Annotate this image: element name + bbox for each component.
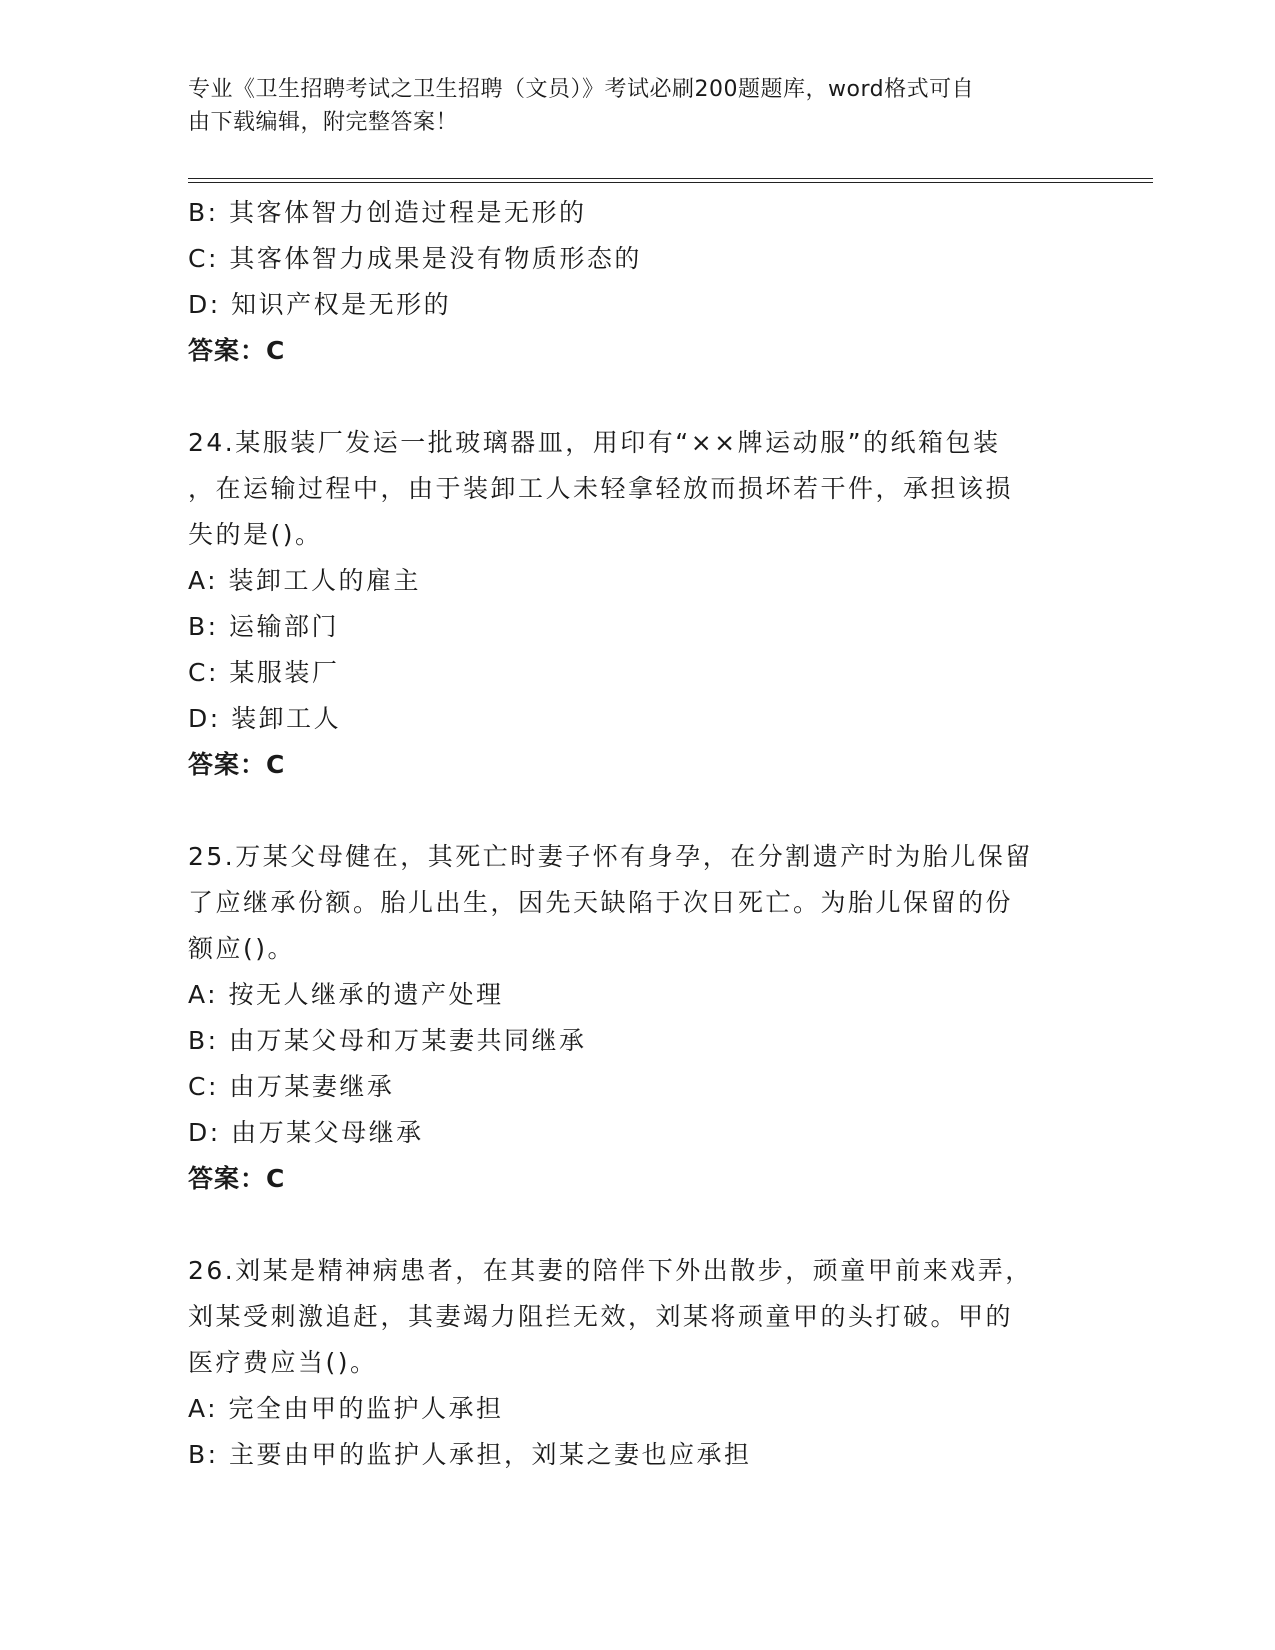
option-b: B: 由万某父母和万某妻共同继承 (188, 1026, 587, 1055)
option-a: A: 装卸工人的雇主 (188, 566, 422, 595)
question-text-line: 了应继承份额。胎儿出生，因先天缺陷于次日死亡。为胎儿保留的份 (188, 888, 1014, 917)
question-content (188, 190, 1088, 1478)
option-b: B: 运输部门 (188, 612, 340, 641)
question-text-line: 医疗费应当()。 (188, 1348, 378, 1377)
question-text-line: 刘某受刺激追赶，其妻竭力阻拦无效，刘某将顽童甲的头打破。甲的 (188, 1302, 1014, 1331)
option-a: A: 完全由甲的监护人承担 (188, 1394, 504, 1423)
header-line-2: 由下载编辑，附完整答案！ (188, 110, 459, 135)
question-23-tail (188, 190, 1088, 374)
option-a: A: 按无人继承的遗产处理 (188, 980, 504, 1009)
document-header (188, 73, 1088, 139)
option-c: C: 由万某妻继承 (188, 1072, 395, 1101)
question-25 (188, 834, 1088, 1202)
header-divider-bottom (188, 182, 1153, 183)
header-divider-top (188, 178, 1153, 179)
option-b: B: 其客体智力创造过程是无形的 (188, 198, 587, 227)
header-line-1: 专业《卫生招聘考试之卫生招聘（文员）》考试必刷200题题库，word格式可自 (188, 77, 975, 102)
option-c: C: 其客体智力成果是没有物质形态的 (188, 244, 642, 273)
question-text-line: 26.刘某是精神病患者，在其妻的陪伴下外出散步，顽童甲前来戏弄， (188, 1256, 1033, 1285)
question-26 (188, 1248, 1088, 1478)
answer: 答案：C (188, 336, 286, 365)
option-b: B: 主要由甲的监护人承担，刘某之妻也应承担 (188, 1440, 752, 1469)
answer: 答案：C (188, 1164, 286, 1193)
question-text-line: 25.万某父母健在，其死亡时妻子怀有身孕，在分割遗产时为胎儿保留 (188, 842, 1033, 871)
option-d: D: 知识产权是无形的 (188, 290, 452, 319)
question-text-line: 24.某服装厂发运一批玻璃器皿，用印有“××牌运动服”的纸箱包装 (188, 428, 1001, 457)
question-text-line: 失的是()。 (188, 520, 323, 549)
question-text-line: 额应()。 (188, 934, 296, 963)
answer: 答案：C (188, 750, 286, 779)
option-d: D: 由万某父母继承 (188, 1118, 424, 1147)
question-24 (188, 420, 1088, 788)
question-text-line: ，在运输过程中，由于装卸工人未轻拿轻放而损坏若干件，承担该损 (188, 474, 1014, 503)
option-d: D: 装卸工人 (188, 704, 342, 733)
option-c: C: 某服装厂 (188, 658, 340, 687)
